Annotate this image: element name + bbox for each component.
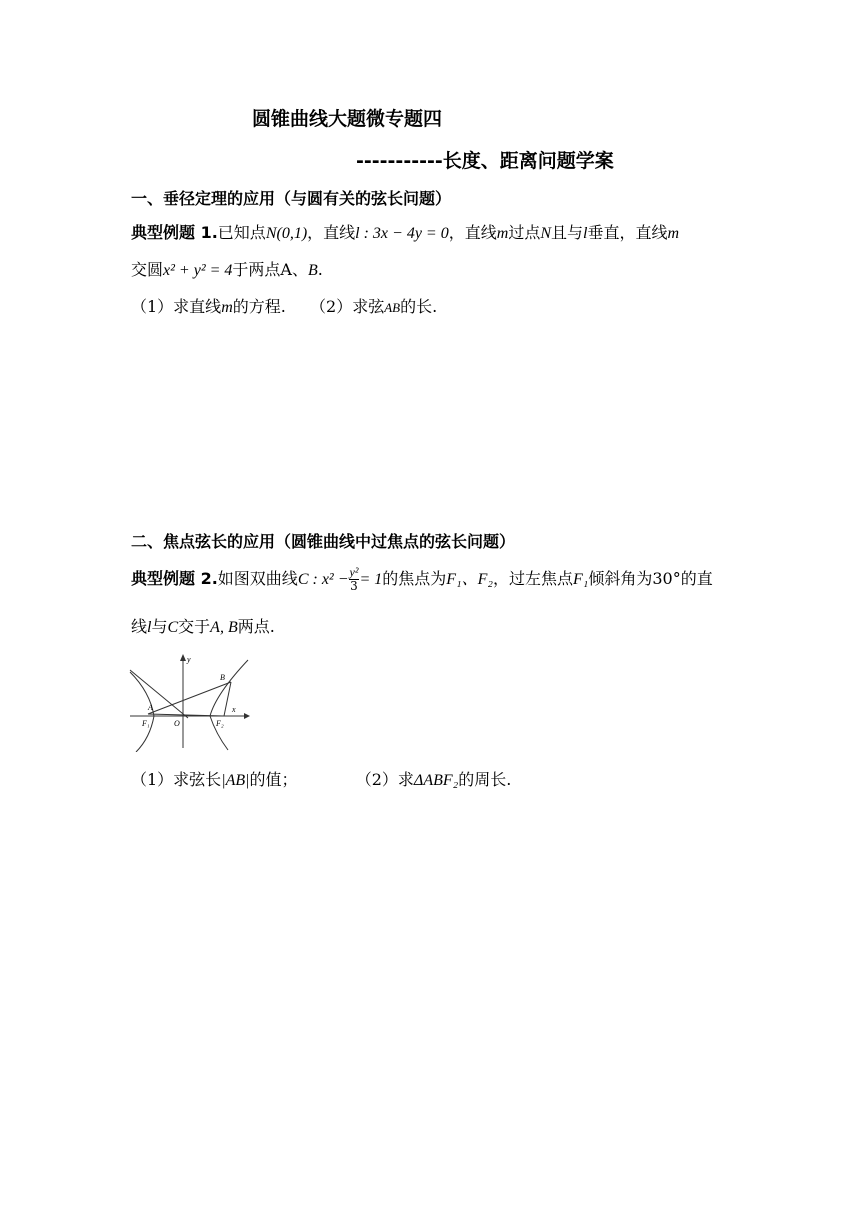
example1-line1	[131, 220, 679, 243]
var-c: C	[167, 619, 179, 636]
text: 垂直，直线	[587, 223, 668, 242]
text: 的焦点为	[382, 569, 447, 588]
example1-label: 典型例题 1.	[131, 223, 218, 242]
text: （2）求弦	[310, 297, 385, 316]
page-title: 圆锥曲线大题微专题四	[252, 108, 443, 130]
text: 于两点	[232, 260, 281, 279]
var-l: l	[147, 619, 152, 636]
var-m: m	[221, 299, 233, 316]
text: 交于	[178, 617, 211, 636]
triangle-abf2: ΔABF₂	[413, 772, 459, 789]
var-m: m	[667, 225, 680, 242]
label-x: x	[232, 705, 236, 714]
hyperbola-rhs: = 1	[359, 571, 383, 588]
chord-ab: AB	[384, 300, 401, 315]
example2-questions	[131, 767, 511, 790]
label-y: y	[187, 655, 191, 664]
label-f2: F₂	[216, 719, 224, 728]
text: 已知点	[217, 223, 266, 242]
text: 且与	[551, 223, 584, 242]
angle: 30°	[652, 569, 681, 588]
circle-equation: x² + y² = 4	[163, 262, 233, 279]
text: ，过左焦点	[492, 569, 573, 588]
text: （1）求弦长	[131, 770, 222, 789]
fraction	[349, 566, 360, 593]
example2-label: 典型例题 2.	[131, 569, 218, 588]
label-o: O	[174, 719, 180, 728]
var-m: m	[496, 225, 509, 242]
hyperbola-figure	[128, 652, 258, 752]
focus-f1: F₁	[572, 571, 589, 588]
text: 线	[131, 617, 148, 636]
var-n: N	[540, 225, 551, 242]
text: ，直线	[307, 223, 356, 242]
y-axis-arrow	[180, 654, 186, 661]
text: ，直线	[448, 223, 497, 242]
label-a: A	[148, 703, 153, 712]
foci: F₁、F₂	[446, 571, 493, 588]
example1-line2	[131, 257, 323, 280]
page-subtitle: -----------长度、距离问题学案	[356, 150, 614, 172]
text: （1）求直线	[131, 297, 222, 316]
hyperbola-left-branch	[130, 672, 154, 752]
text: .	[317, 260, 323, 279]
question-1	[131, 297, 286, 316]
text: 的直	[680, 569, 713, 588]
example1-questions	[131, 294, 437, 317]
section2-heading: 二、焦点弦长的应用（圆锥曲线中过焦点的弦长问题）	[131, 532, 516, 551]
text: 交圆	[131, 260, 164, 279]
fraction-denominator: 3	[350, 579, 358, 593]
label-b: B	[220, 673, 225, 682]
label-f1: F₁	[142, 719, 150, 728]
text: 的长.	[400, 297, 438, 316]
text: 倾斜角为	[588, 569, 653, 588]
example2-line2	[131, 614, 275, 637]
text: 如图双曲线	[217, 569, 298, 588]
point-b: B	[308, 262, 318, 279]
hyperbola-lhs: C : x² −	[297, 571, 349, 588]
line-l-equation: l : 3x − 4y = 0	[355, 225, 449, 242]
text: 的值；	[249, 770, 298, 789]
asymptote	[130, 670, 188, 718]
abs-ab: |AB|	[221, 772, 250, 789]
question-2	[310, 297, 437, 316]
text: 过点	[508, 223, 541, 242]
points-ab: A, B	[210, 619, 238, 636]
text: 两点.	[237, 617, 275, 636]
point-n: N(0,1)	[265, 225, 308, 242]
text: 的周长.	[458, 770, 512, 789]
section1-heading: 一、垂径定理的应用（与圆有关的弦长问题）	[131, 189, 452, 208]
question-1	[131, 770, 298, 789]
point-a: A	[280, 260, 292, 279]
x-axis-arrow	[244, 713, 250, 719]
question-2	[356, 770, 512, 789]
text: 的方程.	[232, 297, 286, 316]
hyperbola-right-branch	[210, 660, 248, 750]
text: （2）求	[355, 770, 414, 789]
example2-line1	[131, 566, 713, 593]
text: 、	[291, 260, 308, 279]
var-l: l	[583, 225, 588, 242]
fraction-numerator: y²	[349, 565, 359, 579]
text: 与	[151, 617, 168, 636]
